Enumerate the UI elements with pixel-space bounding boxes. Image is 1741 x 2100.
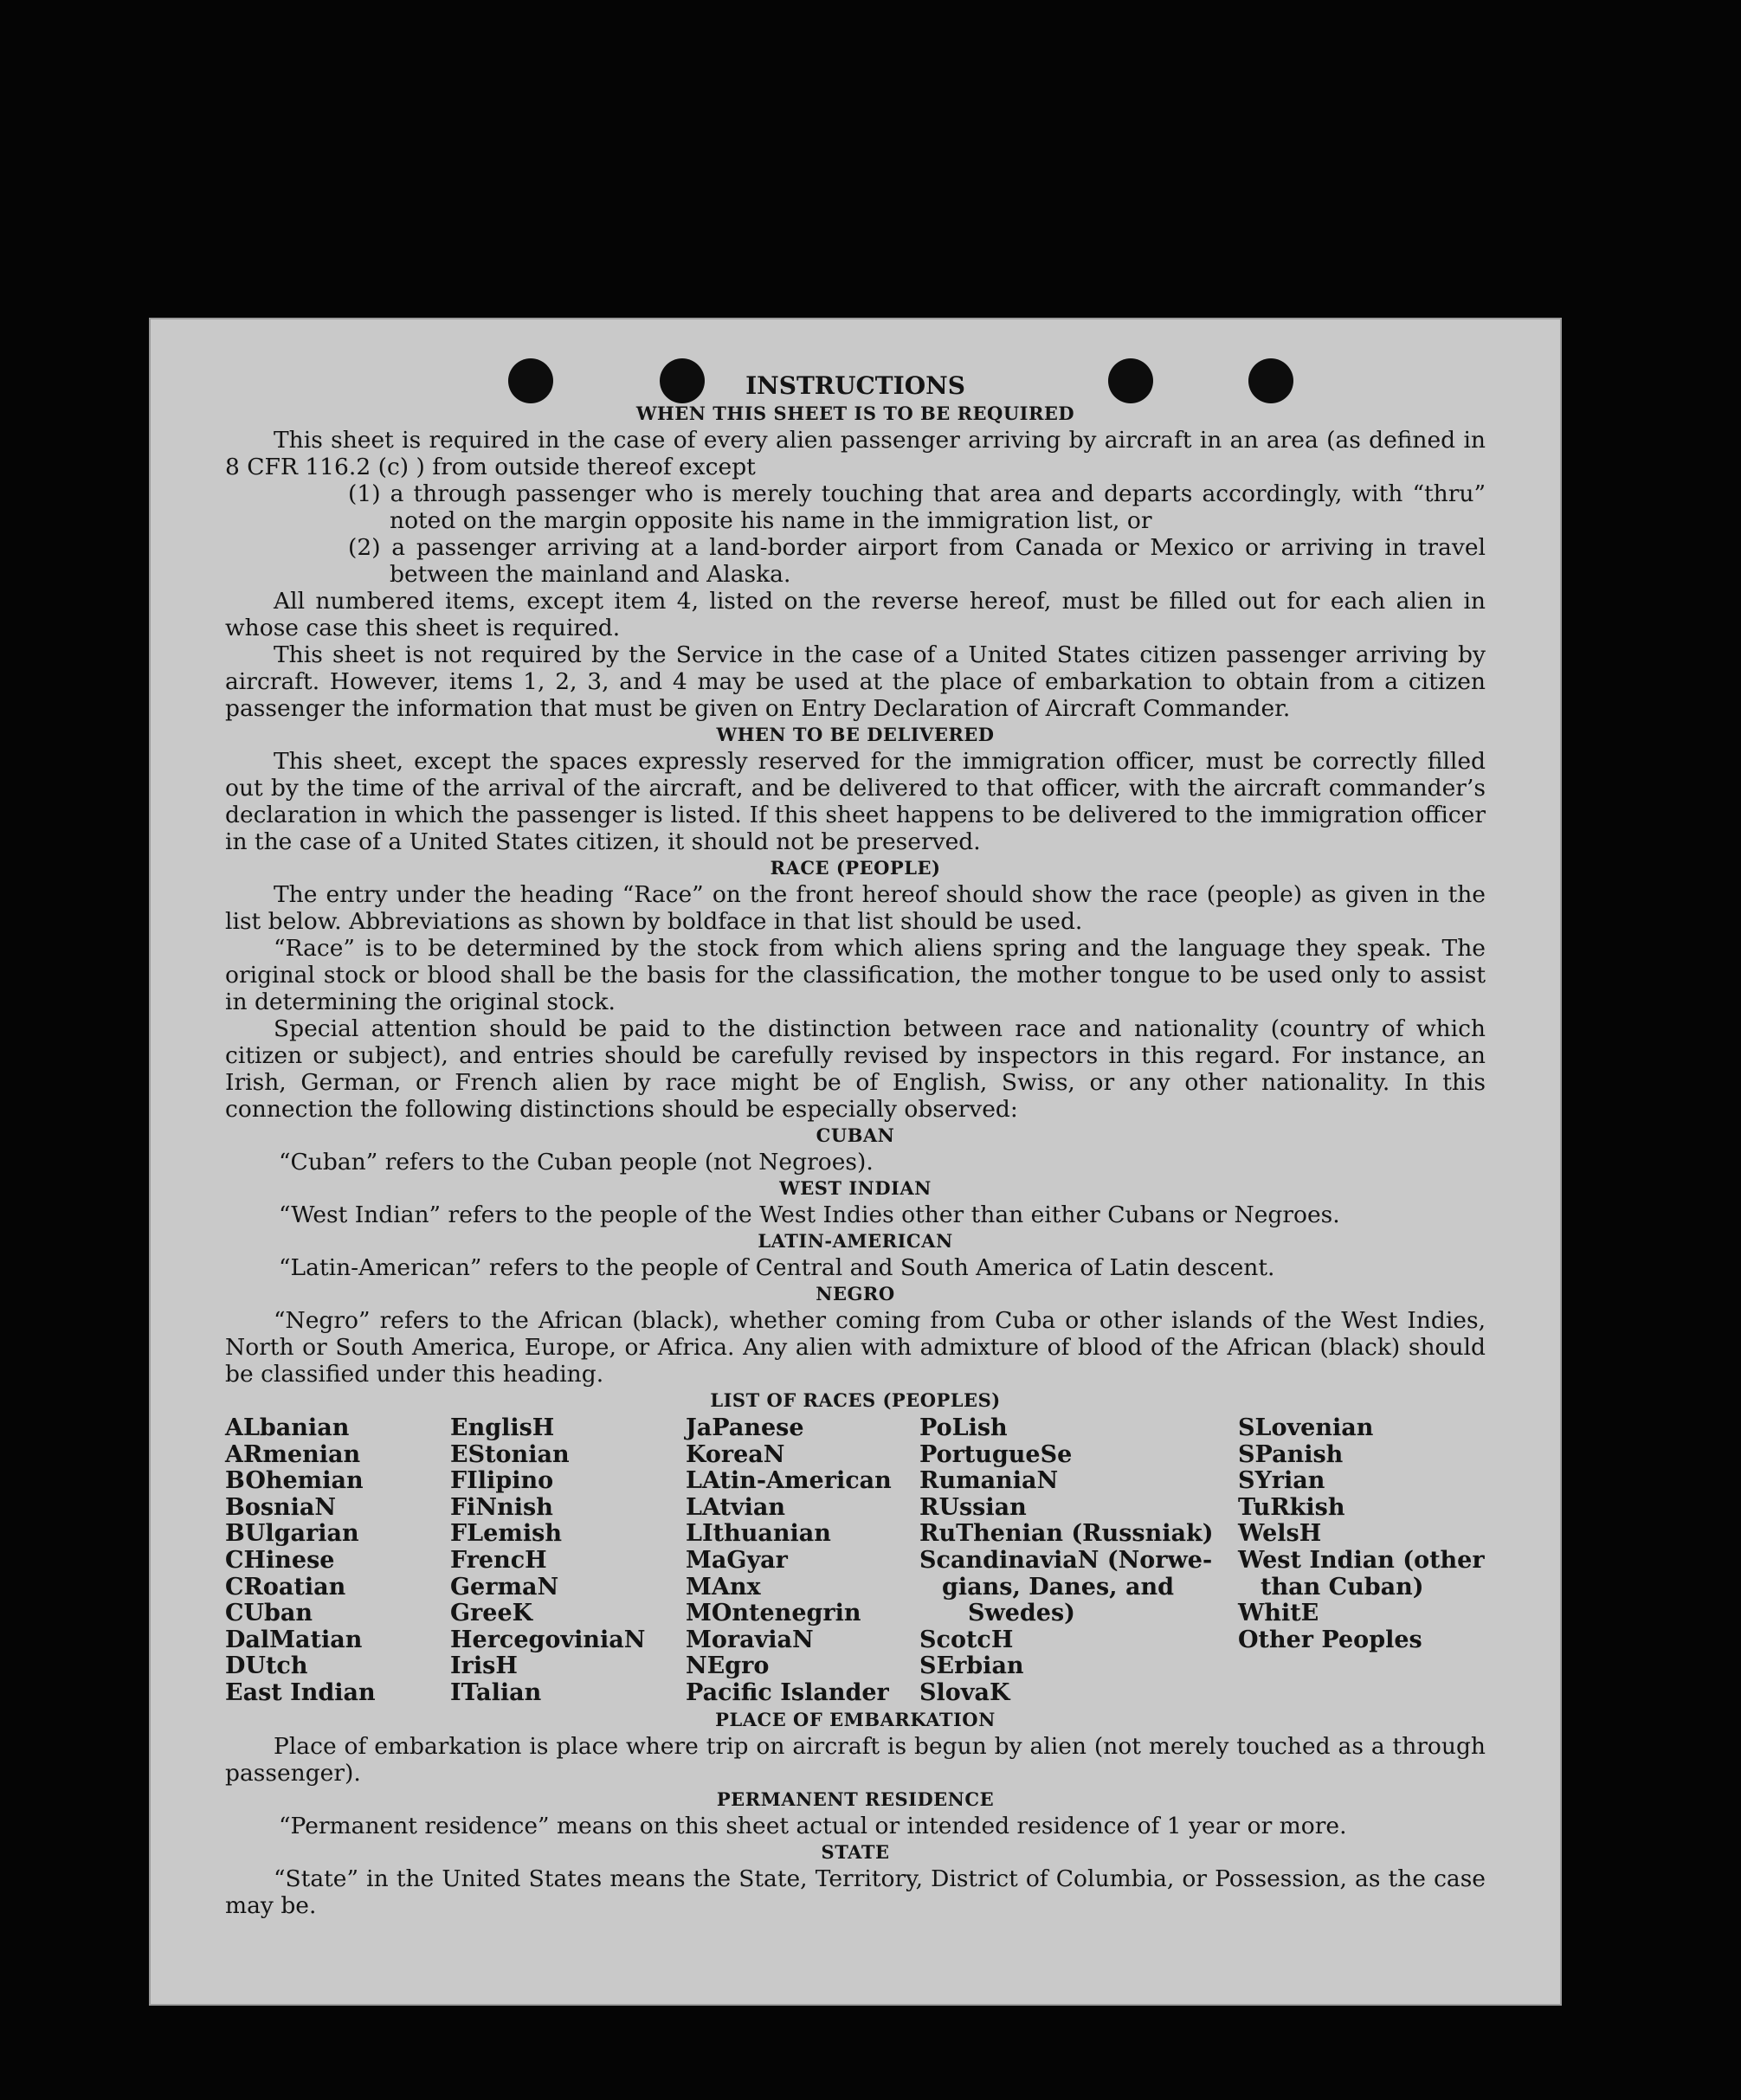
race-entry: BosniaN (225, 1493, 337, 1521)
race-entry: West Indian (other (1238, 1546, 1485, 1574)
heading-permanent-residence: PERMANENT RESIDENCE (716, 1788, 995, 1810)
paragraph: “Permanent residence” means on this sheet actual or intended residence of 1 year or more. (279, 1812, 1347, 1839)
race-entry: PortugueSe (919, 1440, 1073, 1468)
race-entry: ITalian (450, 1678, 542, 1706)
paragraph: This sheet is not required by the Service in the case of a United States citizen passenger arriving by aircraft. However, items 1, 2, 3, and 4 may be used at the place of embarkation to obtain from a citizen passenger the information that must be given on Entry Declaration of Aircraft Commander. (225, 641, 1486, 722)
race-entry: NEgro (686, 1652, 770, 1680)
race-entry: gians, Danes, and (942, 1573, 1174, 1601)
definition-cuban: “Cuban” refers to the Cuban people (not Negroes). (279, 1149, 874, 1176)
race-entry: SPanish (1238, 1440, 1344, 1468)
exception-item: (1) a through passenger who is merely touching that area and departs accordingly, with “thru” noted on the margin opposite his name in the immigration list, or (348, 480, 1486, 534)
races-list (225, 1415, 1486, 1707)
race-entry: Pacific Islander (686, 1678, 889, 1706)
race-entry: TuRkish (1238, 1493, 1345, 1521)
heading-race: RACE (PEOPLE) (770, 857, 941, 879)
definition-negro: “Negro” refers to the African (black), whether coming from Cuba or other islands of the West Indies, North or South America, Europe, or Africa. Any alien with admixture of blood of the African (black) should be classified under this heading. (225, 1307, 1486, 1388)
heading-list-of-races: LIST OF RACES (PEOPLES) (710, 1389, 1001, 1411)
race-entry: FrencH (450, 1546, 547, 1574)
heading-west-indian: WEST INDIAN (779, 1177, 932, 1199)
race-entry: RuThenian (Russniak) (919, 1520, 1214, 1548)
race-entry: BOhemian (225, 1467, 364, 1495)
race-entry: KoreaN (686, 1440, 785, 1468)
races-column (450, 1415, 686, 1707)
race-entry: SLovenian (1238, 1414, 1374, 1441)
race-entry: WhitE (1238, 1600, 1319, 1627)
race-entry: FIlipino (450, 1467, 554, 1495)
instructions-content (225, 371, 1486, 1919)
race-entry: PoLish (919, 1414, 1008, 1441)
race-entry: HercegoviniaN (450, 1626, 646, 1653)
race-entry: ScotcH (919, 1626, 1014, 1653)
race-entry: CRoatian (225, 1573, 346, 1601)
race-entry: JaPanese (686, 1414, 804, 1441)
race-entry: MaGyar (686, 1546, 788, 1574)
heading-place-of-embarkation: PLACE OF EMBARKATION (715, 1708, 996, 1730)
paragraph: The entry under the heading “Race” on the front hereof should show the race (people) as given in the list below. Abbreviations as shown by boldface in that list should be used. (225, 881, 1486, 935)
race-entry: WelsH (1238, 1520, 1322, 1548)
page-title: INSTRUCTIONS (745, 371, 965, 400)
race-entry: DalMatian (225, 1626, 363, 1653)
race-entry: Swedes) (968, 1600, 1075, 1627)
race-entry: EnglisH (450, 1414, 555, 1441)
heading-when-delivered: WHEN TO BE DELIVERED (716, 724, 995, 745)
race-entry: RUssian (919, 1493, 1027, 1521)
instruction-sheet (149, 318, 1562, 2006)
race-entry: IrisH (450, 1652, 518, 1680)
race-entry: than Cuban) (1261, 1573, 1424, 1601)
paragraph: This sheet, except the spaces expressly reserved for the immigration officer, must be correctly filled out by the time of the arrival of the aircraft, and be delivered to that officer, with the aircraft commander’s declaration in which the passenger is listed. If this sheet happens to be delivered to the immigration officer in the case of a United States citizen, it should not be preserved. (225, 748, 1486, 855)
race-entry: Other Peoples (1238, 1626, 1422, 1653)
race-entry: ScandinaviaN (Norwe- (919, 1546, 1213, 1574)
races-column (919, 1415, 1238, 1707)
heading-when-required: WHEN THIS SHEET IS TO BE REQUIRED (635, 403, 1075, 424)
race-entry: SlovaK (919, 1678, 1010, 1706)
paragraph: All numbered items, except item 4, listed on the reverse hereof, must be filled out for each alien in whose case this sheet is required. (225, 588, 1486, 641)
paragraph: “Race” is to be determined by the stock from which aliens spring and the language they speak. The original stock or blood shall be the basis for the classification, the mother tongue to be used only to assist in determining the original stock. (225, 935, 1486, 1015)
race-entry: SErbian (919, 1652, 1024, 1680)
race-entry: East Indian (225, 1678, 376, 1706)
race-entry: BUlgarian (225, 1520, 359, 1548)
race-entry: ARmenian (225, 1440, 361, 1468)
heading-negro: NEGRO (816, 1283, 895, 1304)
race-entry: GermaN (450, 1573, 559, 1601)
heading-latin-american: LATIN-AMERICAN (758, 1230, 953, 1252)
definition-latin-american: “Latin-American” refers to the people of Central and South America of Latin descent. (279, 1254, 1275, 1281)
race-entry: RumaniaN (919, 1467, 1059, 1495)
races-column (225, 1415, 450, 1707)
race-entry: CHinese (225, 1546, 335, 1574)
race-entry: MoraviaN (686, 1626, 814, 1653)
races-column (686, 1415, 919, 1707)
race-entry: SYrian (1238, 1467, 1325, 1495)
heading-cuban: CUBAN (816, 1124, 895, 1146)
race-entry: ALbanian (225, 1414, 350, 1441)
race-entry: LAtvian (686, 1493, 786, 1521)
race-entry: GreeK (450, 1600, 533, 1627)
race-entry: CUban (225, 1600, 313, 1627)
paragraph: Place of embarkation is place where trip on aircraft is begun by alien (not merely touched as a through passenger). (225, 1732, 1486, 1787)
race-entry: LAtin-American (686, 1467, 892, 1495)
race-entry: DUtch (225, 1652, 308, 1680)
paragraph: “State” in the United States means the State, Territory, District of Columbia, or Possession, as the case may be. (225, 1865, 1486, 1919)
exception-item: (2) a passenger arriving at a land-border airport from Canada or Mexico or arriving in travel between the mainland and Alaska. (348, 534, 1486, 588)
race-entry: MAnx (686, 1573, 761, 1601)
definition-west-indian: “West Indian” refers to the people of the West Indies other than either Cubans or Negroes. (279, 1201, 1340, 1228)
race-entry: LIthuanian (686, 1520, 831, 1548)
paragraph: This sheet is required in the case of every alien passenger arriving by aircraft in an area (as defined in 8 CFR 116.2 (c) ) from outside thereof except (225, 427, 1486, 480)
race-entry: FLemish (450, 1520, 562, 1548)
race-entry: FiNnish (450, 1493, 553, 1521)
paragraph: Special attention should be paid to the distinction between race and nationality (country of which citizen or subject), and entries should be carefully revised by inspectors in this regard. For instance, an Irish, German, or French alien by race might be of English, Swiss, or any other nationality. In this connection the following distinctions should be especially observed: (225, 1015, 1486, 1123)
race-entry: EStonian (450, 1440, 570, 1468)
heading-state: STATE (821, 1840, 890, 1863)
races-column (1238, 1415, 1486, 1707)
race-entry: MOntenegrin (686, 1600, 861, 1627)
